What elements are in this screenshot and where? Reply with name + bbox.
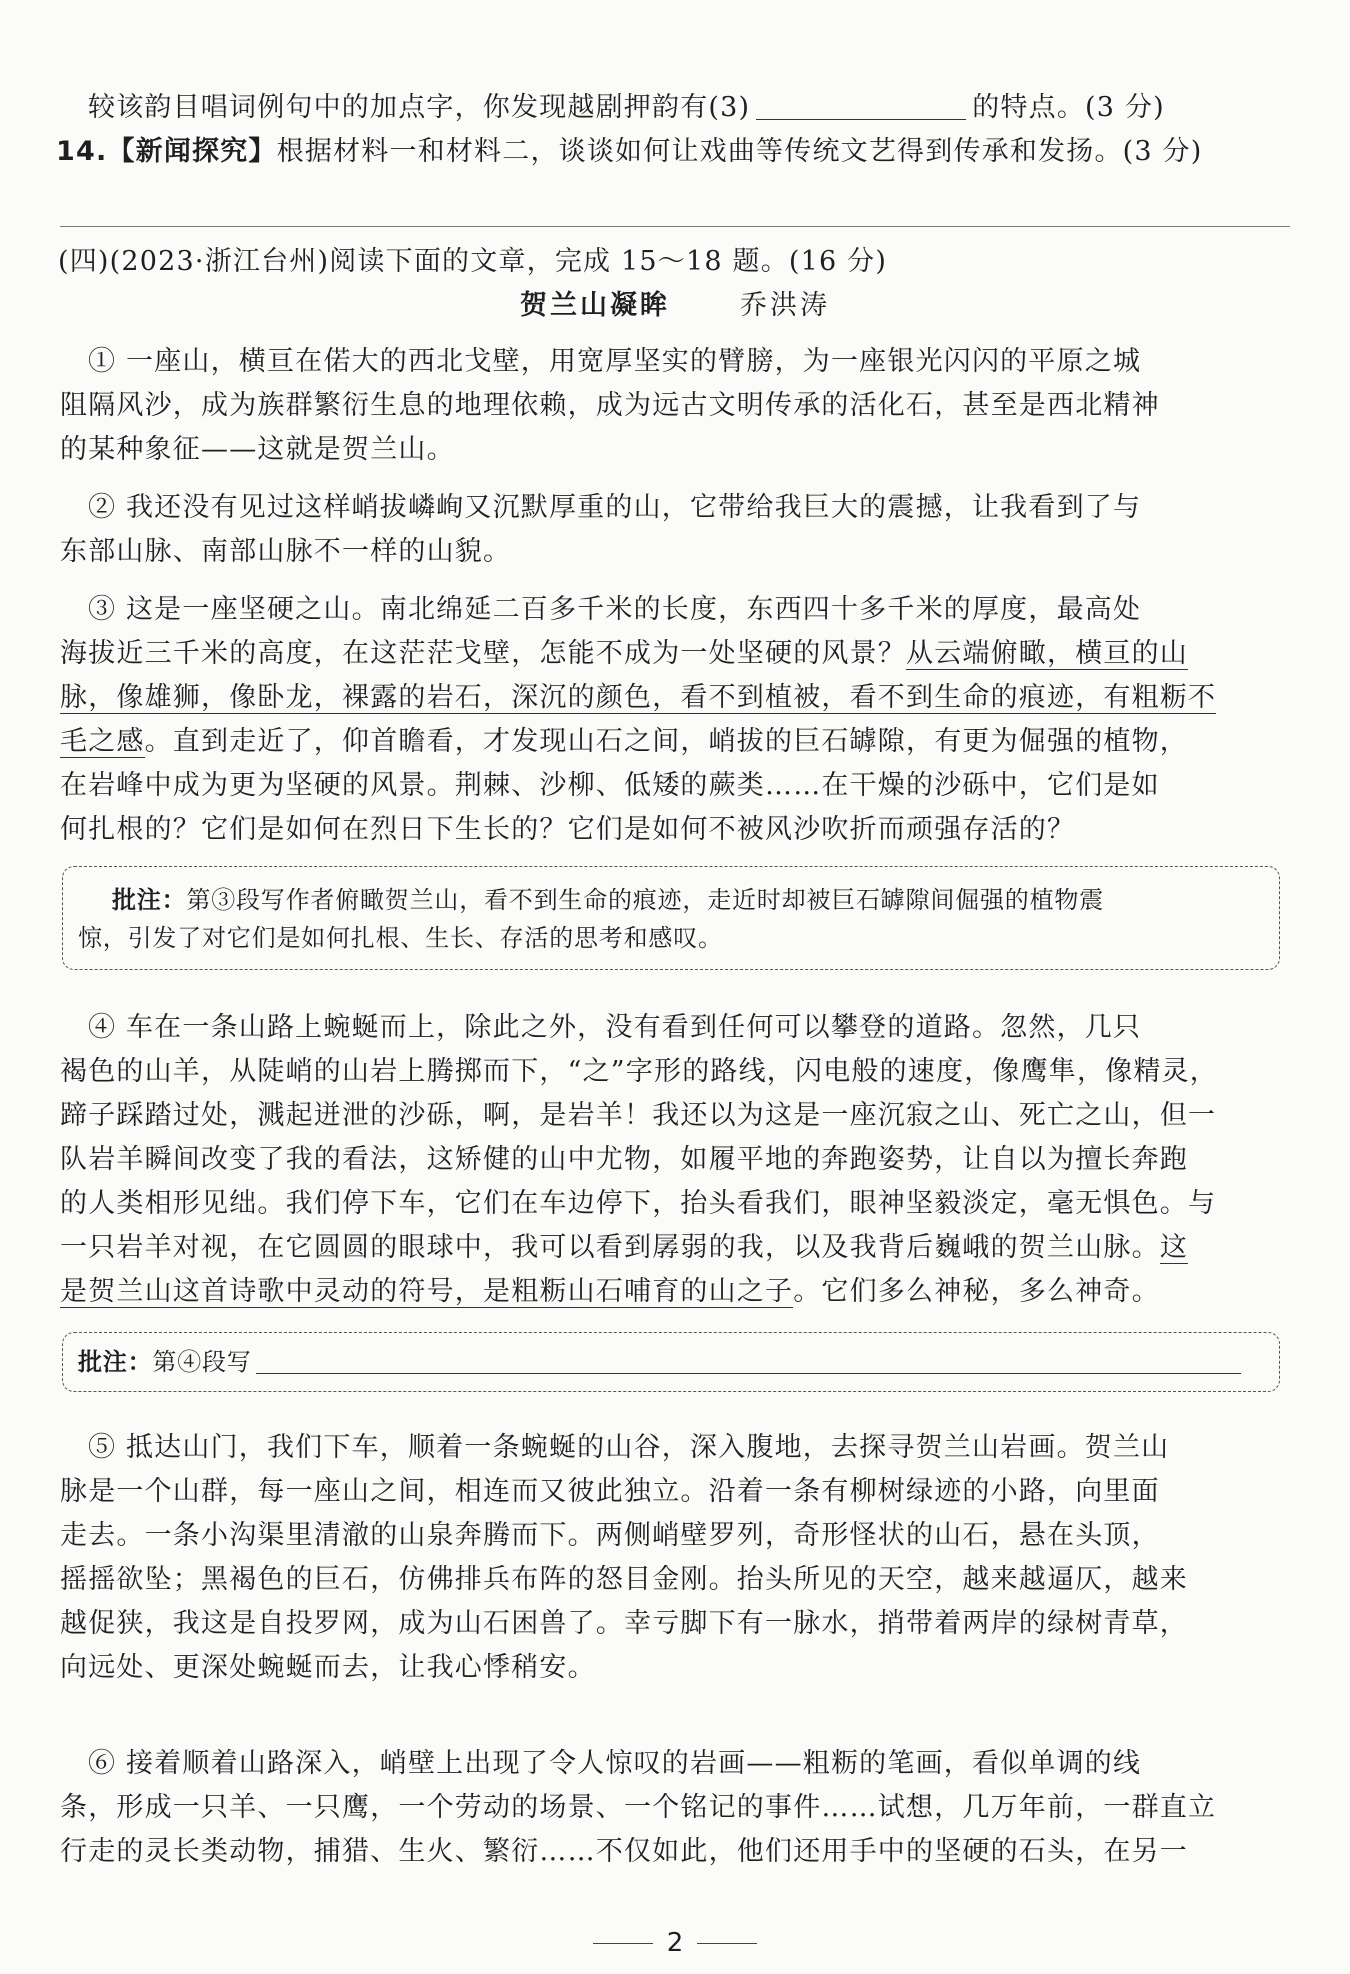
p4-line: 褐色的山羊，从陡峭的山岩上腾掷而下，“之”字形的路线，闪电般的速度，像鹰隼，像精灵，	[60, 1056, 1219, 1087]
q14-tag: 【新闻探究】	[107, 136, 277, 167]
p4-line: 的人类相形见绌。我们停下车，它们在车边停下，抬头看我们，眼神坚毅淡定，毫无惧色。与	[60, 1188, 1217, 1219]
p4-line	[60, 1226, 1290, 1270]
p2-line: ② 我还没有见过这样峭拔嶙峋又沉默厚重的山，它带给我巨大的震撼，让我看到了与	[88, 492, 1142, 523]
article-author: 乔洪涛	[740, 290, 830, 321]
annotation-1-line: 惊，引发了对它们是如何扎根、生长、存活的思考和感叹。	[78, 924, 723, 952]
p5-line: 摇摇欲坠；黑褐色的巨石，仿佛排兵布阵的怒目金刚。抬头所见的天空，越来越逼仄，越来	[60, 1564, 1188, 1595]
underlined-sentence: 是贺兰山这首诗歌中灵动的符号，是粗粝山石哺育的山之子	[60, 1276, 794, 1307]
p1-line: ① 一座山，横亘在偌大的西北戈壁，用宽厚坚实的臂膀，为一座银光闪闪的平原之城	[88, 346, 1142, 377]
underlined-sentence: 从云端俯瞰，横亘的山	[906, 638, 1188, 669]
q13-tail	[88, 86, 1318, 130]
q14-number: 14.	[56, 136, 108, 167]
page-number: 2	[666, 1928, 684, 1958]
annotation-text: 第④段写	[152, 1348, 252, 1376]
annotation-1-line	[112, 882, 1104, 918]
p4-text: 。它们多么神秘，多么神奇。	[793, 1276, 1160, 1307]
p3-line: ③ 这是一座坚硬之山。南北绵延二百多千米的长度，东西四十多千米的厚度，最高处	[88, 594, 1142, 625]
p4-line: ④ 车在一条山路上蜿蜒而上，除此之外，没有看到任何可以攀登的道路。忽然，几只	[88, 1012, 1142, 1043]
divider	[60, 226, 1290, 227]
p4-text: 一只岩羊对视，在它圆圆的眼球中，我可以看到孱弱的我，以及我背后巍峨的贺兰山脉。	[60, 1232, 1160, 1263]
footer-dash	[697, 1943, 757, 1944]
p3-line: 在岩峰中成为更为坚硬的风景。荆棘、沙柳、低矮的蕨类……在干燥的沙砾中，它们是如	[60, 770, 1160, 801]
p3-line	[60, 632, 1290, 676]
p5-line: ⑤ 抵达山门，我们下车，顺着一条蜿蜒的山谷，深入腹地，去探寻贺兰山岩画。贺兰山	[88, 1432, 1170, 1463]
p1-line: 阻隔风沙，成为族群繁衍生息的地理依赖，成为远古文明传承的活化石，甚至是西北精神	[60, 390, 1160, 421]
p2-line: 东部山脉、南部山脉不一样的山貌。	[60, 536, 512, 567]
annotation-2-line	[78, 1344, 1241, 1380]
p3-line	[60, 720, 1290, 764]
p1-line: 的某种象征——这就是贺兰山。	[60, 434, 455, 465]
annotation-answer-blank[interactable]	[256, 1347, 1241, 1374]
p6-line: ⑥ 接着顺着山路深入，峭壁上出现了令人惊叹的岩画——粗粝的笔画，看似单调的线	[88, 1748, 1142, 1779]
article-title: 贺兰山凝眸	[520, 290, 670, 321]
p3-text: 海拔近三千米的高度，在这茫茫戈壁，怎能不成为一处坚硬的风景？	[60, 638, 906, 669]
q14-text: 根据材料一和材料二，谈谈如何让戏曲等传统文艺得到传承和发扬。(3 分)	[276, 136, 1203, 167]
p3-line: 何扎根的？它们是如何在烈日下生长的？它们是如何不被风沙吹折而顽强存活的？	[60, 814, 1076, 845]
underlined-sentence: 这	[1159, 1232, 1189, 1263]
q13-text-after: 的特点。(3 分)	[972, 92, 1165, 123]
p6-line: 行走的灵长类动物，捕猎、生火、繁衍……不仅如此，他们还用手中的坚硬的石头，在另一	[60, 1836, 1188, 1867]
annotation-text: 第③段写作者俯瞰贺兰山，看不到生命的痕迹，走近时却被巨石罅隙间倔强的植物震	[186, 886, 1105, 914]
section4-heading: (四)(2023·浙江台州)阅读下面的文章，完成 15～18 题。(16 分)	[58, 246, 888, 277]
p4-line	[60, 1270, 1290, 1314]
q14	[56, 130, 1286, 174]
p4-line: 蹄子踩踏过处，溅起迸泄的沙砾，啊，是岩羊！我还以为这是一座沉寂之山、死亡之山，但一	[60, 1100, 1217, 1131]
p5-line: 走去。一条小沟渠里清澈的山泉奔腾而下。两侧峭壁罗列，奇形怪状的山石，悬在头顶，	[60, 1520, 1160, 1551]
page-footer	[0, 1928, 1350, 1958]
underlined-sentence: 毛之感	[60, 726, 145, 757]
q13-text-before: 较该韵目唱词例句中的加点字，你发现越剧押韵有(3)	[88, 92, 751, 123]
footer-dash	[593, 1943, 653, 1944]
article-heading	[0, 284, 1350, 328]
p5-line: 脉是一个山群，每一座山之间，相连而又彼此独立。沿着一条有柳树绿迹的小路，向里面	[60, 1476, 1160, 1507]
annotation-label: 批注：	[112, 886, 187, 914]
annotation-label: 批注：	[78, 1348, 153, 1376]
p3-text: 。直到走近了，仰首瞻看，才发现山石之间，峭拔的巨石罅隙，有更为倔强的植物，	[144, 726, 1189, 757]
p3-line	[60, 676, 1290, 720]
p4-line: 队岩羊瞬间改变了我的看法，这矫健的山中尤物，如履平地的奔跑姿势，让自以为擅长奔跑	[60, 1144, 1188, 1175]
underlined-sentence: 脉，像雄狮，像卧龙，裸露的岩石，深沉的颜色，看不到植被，看不到生命的痕迹，有粗粝不	[60, 682, 1217, 713]
q13-answer-blank[interactable]	[756, 91, 966, 120]
p5-line: 越促狭，我这是自投罗网，成为山石困兽了。幸亏脚下有一脉水，捎带着两岸的绿树青草，	[60, 1608, 1188, 1639]
p6-line: 条，形成一只羊、一只鹰，一个劳动的场景、一个铭记的事件……试想，几万年前，一群直立	[60, 1792, 1217, 1823]
p5-line: 向远处、更深处蜿蜒而去，让我心悸稍安。	[60, 1652, 596, 1683]
